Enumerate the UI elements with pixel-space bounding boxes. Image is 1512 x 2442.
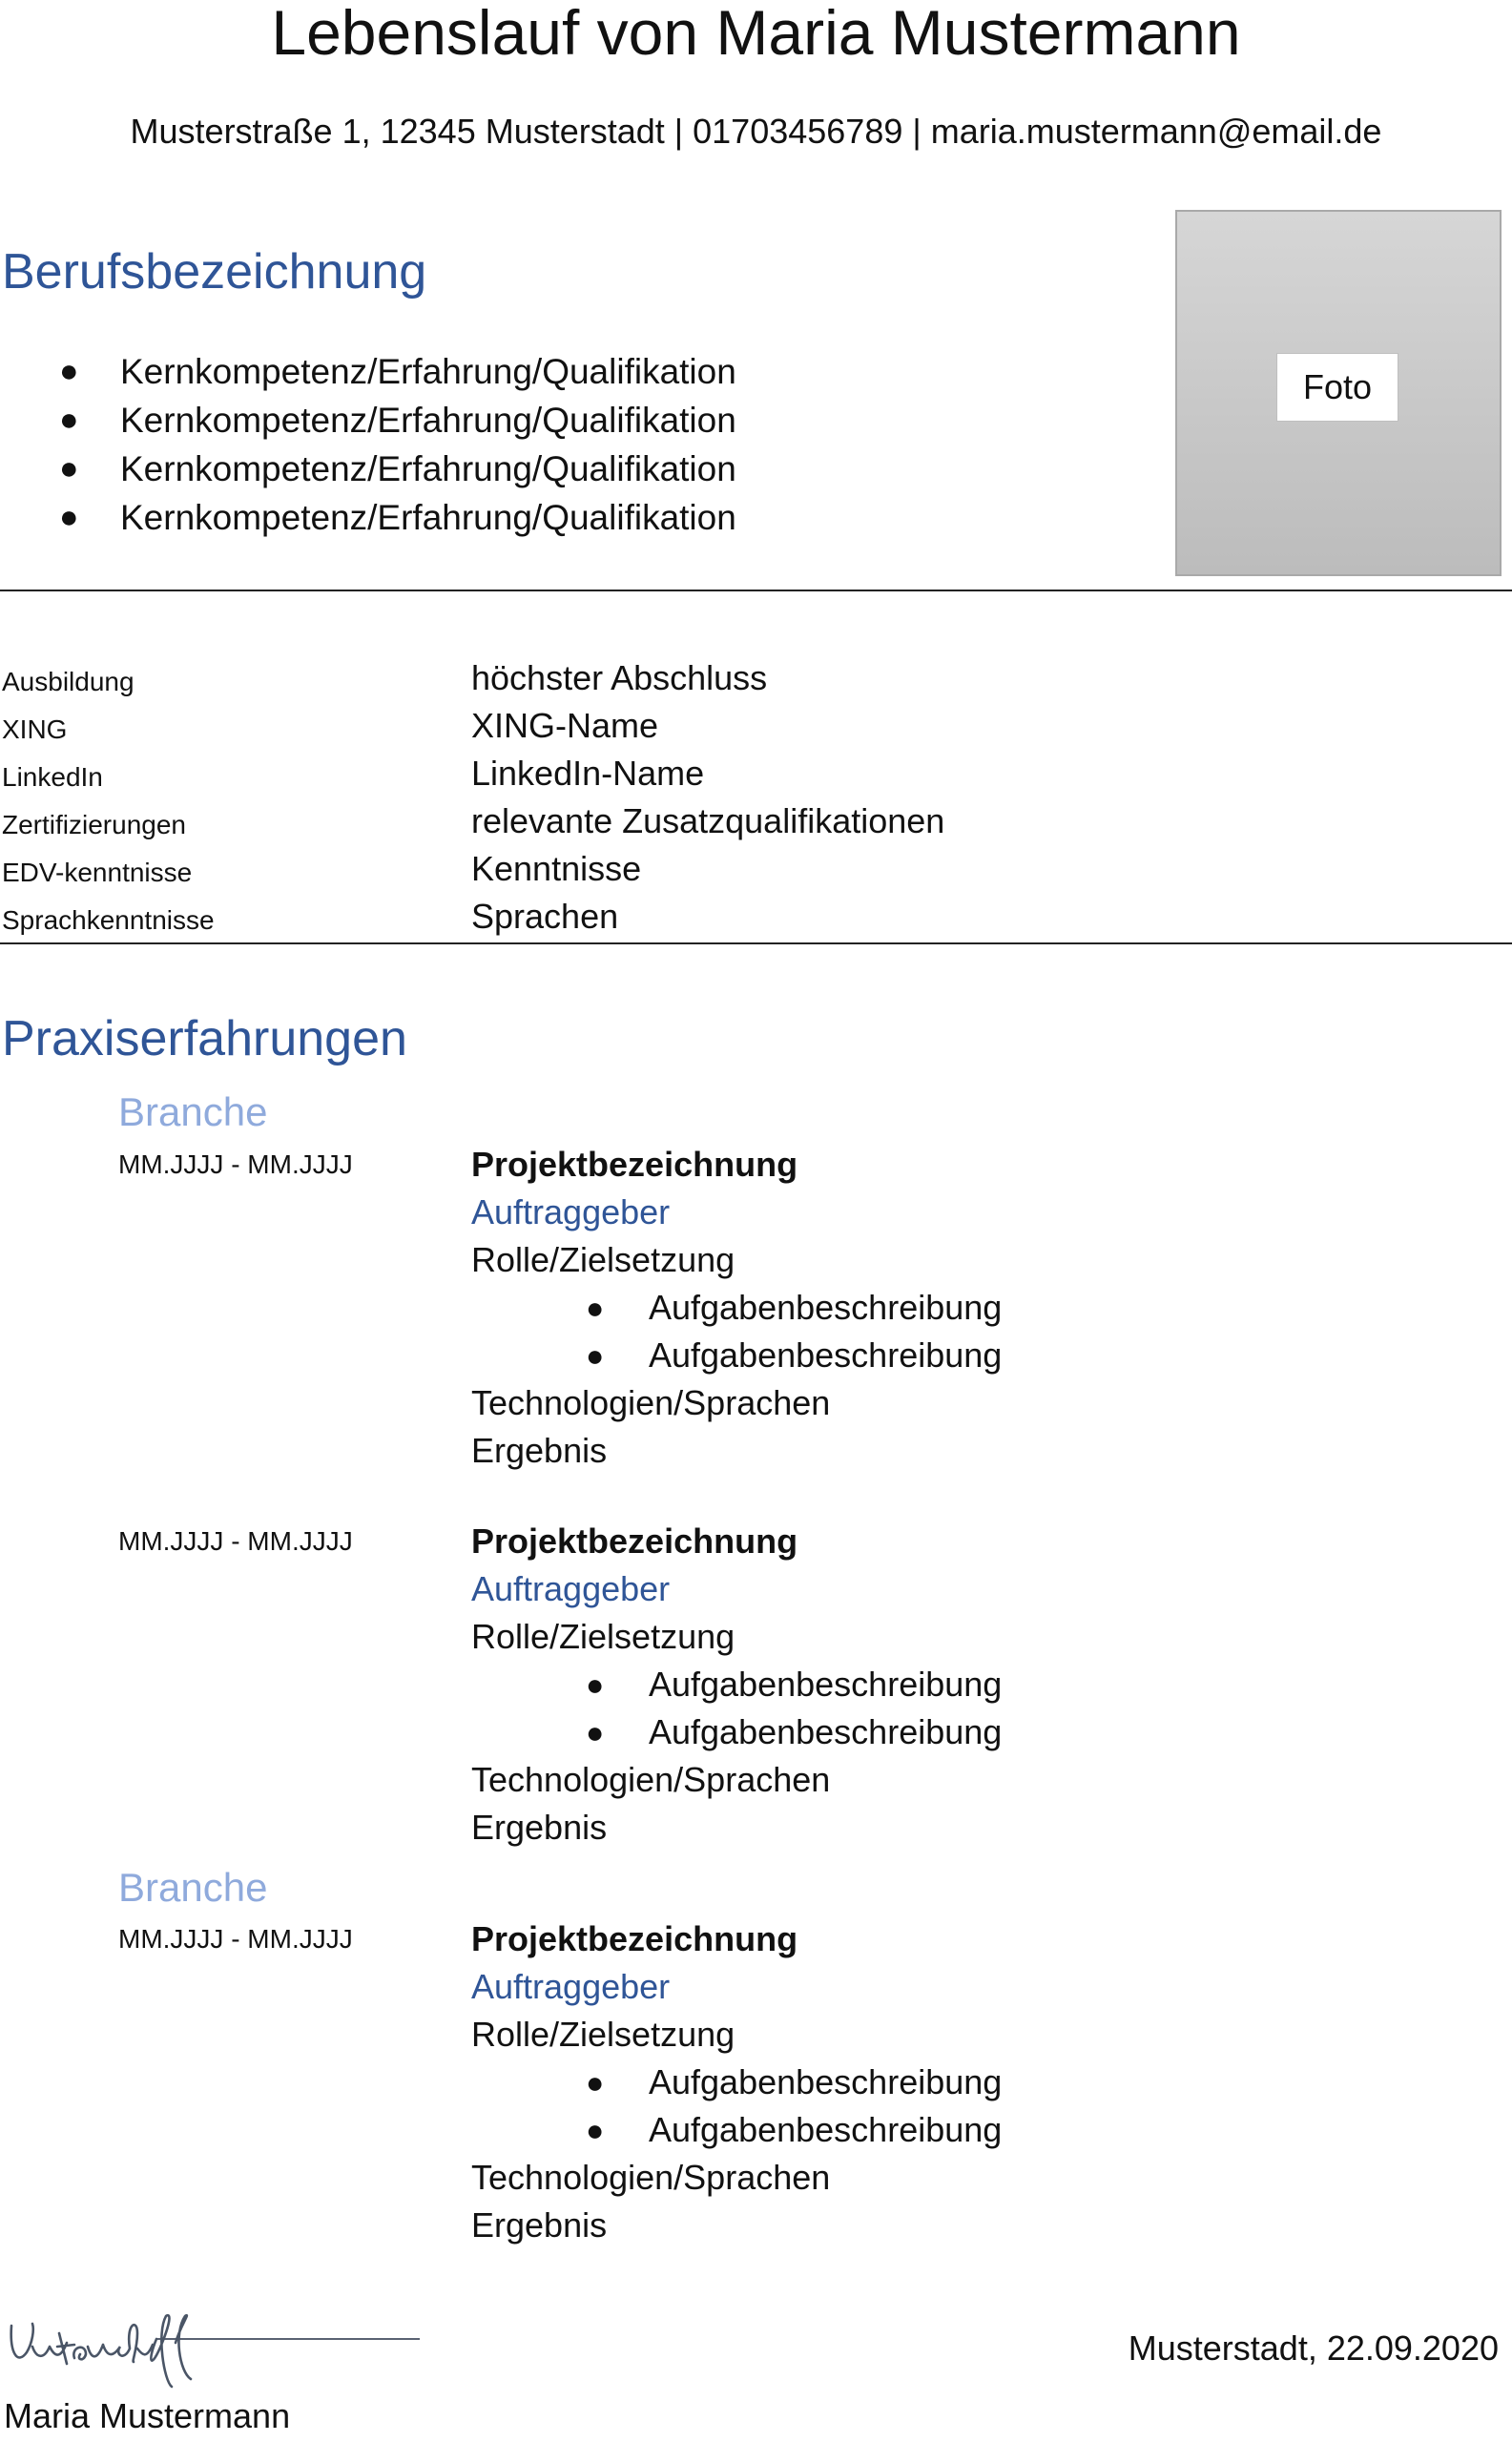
info-value: XING-Name: [471, 706, 659, 745]
bullet-icon: ●: [59, 353, 79, 389]
signature: [4, 2305, 424, 2400]
info-row-ausbildung: [0, 654, 1512, 702]
competence-list: [48, 347, 736, 542]
project-client: Auftraggeber: [471, 1569, 671, 1608]
project-role: Rolle/Zielsetzung: [471, 2015, 735, 2054]
task-text: Aufgabenbeschreibung: [649, 1288, 1003, 1327]
project-role: Rolle/Zielsetzung: [471, 1617, 735, 1656]
branche-label: Branche: [118, 1089, 268, 1134]
task-text: Aufgabenbeschreibung: [649, 1335, 1003, 1375]
project-result: Ergebnis: [471, 1431, 608, 1470]
project-client: Auftraggeber: [471, 1967, 671, 2006]
task-text: Aufgabenbeschreibung: [649, 2110, 1003, 2149]
task-text: Aufgabenbeschreibung: [649, 1712, 1003, 1751]
job-title-heading: Berufsbezeichnung: [2, 244, 427, 300]
bullet-icon: ●: [586, 2113, 605, 2147]
info-value: höchster Abschluss: [471, 658, 768, 697]
project-title: Projektbezeichnung: [471, 1919, 798, 1958]
contact-line: Musterstraße 1, 12345 Musterstadt | 01703456789 | maria.mustermann@email.de: [130, 112, 1382, 151]
bullet-icon: ●: [59, 499, 79, 535]
photo-label: Foto: [1276, 353, 1398, 422]
project-role: Rolle/Zielsetzung: [471, 1240, 735, 1279]
project-entry: [471, 1141, 1003, 1475]
project-entry: [471, 1915, 1003, 2249]
task-item: [471, 2059, 1003, 2106]
task-text: Aufgabenbeschreibung: [649, 2062, 1003, 2101]
info-value: Sprachen: [471, 897, 619, 936]
info-row-xing: [0, 702, 1512, 750]
bullet-icon: ●: [59, 402, 79, 438]
info-label: XING: [2, 714, 68, 744]
divider: [0, 590, 1512, 591]
project-title: Projektbezeichnung: [471, 1145, 798, 1184]
bullet-icon: ●: [59, 450, 79, 486]
signer-name: Maria Mustermann: [4, 2396, 291, 2435]
project-date: MM.JJJJ - MM.JJJJ: [118, 1149, 353, 1179]
competence-item: [48, 493, 736, 542]
task-item: [471, 1284, 1003, 1332]
info-label: EDV-kenntnisse: [2, 858, 193, 887]
project-tech: Technologien/Sprachen: [471, 1760, 831, 1799]
info-row-edv: [0, 845, 1512, 893]
project-result: Ergebnis: [471, 2205, 608, 2245]
signature-drawing: [4, 2305, 424, 2400]
signature-text: [11, 2315, 191, 2387]
competence-text: Kernkompetenz/Erfahrung/Qualifikation: [120, 497, 736, 537]
competence-text: Kernkompetenz/Erfahrung/Qualifikation: [120, 448, 736, 488]
place-date: Musterstadt, 22.09.2020: [1128, 2328, 1499, 2368]
competence-text: Kernkompetenz/Erfahrung/Qualifikation: [120, 351, 736, 391]
competence-text: Kernkompetenz/Erfahrung/Qualifikation: [120, 400, 736, 440]
project-date: MM.JJJJ - MM.JJJJ: [118, 1526, 353, 1556]
bullet-icon: ●: [586, 1338, 605, 1373]
info-label: Ausbildung: [2, 667, 135, 696]
project-result: Ergebnis: [471, 1808, 608, 1847]
bullet-icon: ●: [586, 1291, 605, 1325]
task-item: [471, 1708, 1003, 1756]
project-title: Projektbezeichnung: [471, 1521, 798, 1561]
info-row-zertifizierungen: [0, 797, 1512, 845]
bullet-icon: ●: [586, 2065, 605, 2100]
info-value: LinkedIn-Name: [471, 754, 705, 793]
info-row-linkedin: [0, 750, 1512, 797]
info-label: Sprachkenntnisse: [2, 905, 215, 935]
info-label: LinkedIn: [2, 762, 103, 792]
info-label: Zertifizierungen: [2, 810, 186, 839]
project-entry: [471, 1518, 1003, 1852]
bullet-icon: ●: [586, 1667, 605, 1702]
page-title: Lebenslauf von Maria Mustermann: [271, 0, 1241, 68]
task-item: [471, 1661, 1003, 1708]
info-value: relevante Zusatzqualifikationen: [471, 801, 945, 840]
competence-item: [48, 347, 736, 396]
info-value: Kenntnisse: [471, 849, 642, 888]
branche-label: Branche: [118, 1865, 268, 1910]
bullet-icon: ●: [586, 1715, 605, 1749]
competence-item: [48, 396, 736, 445]
photo-placeholder[interactable]: [1175, 210, 1502, 576]
project-client: Auftraggeber: [471, 1192, 671, 1231]
task-item: [471, 2106, 1003, 2154]
competence-item: [48, 445, 736, 493]
task-text: Aufgabenbeschreibung: [649, 1665, 1003, 1704]
divider: [0, 942, 1512, 944]
info-row-sprachen: [0, 893, 1512, 941]
project-tech: Technologien/Sprachen: [471, 2158, 831, 2197]
project-date: MM.JJJJ - MM.JJJJ: [118, 1924, 353, 1954]
task-item: [471, 1332, 1003, 1379]
project-tech: Technologien/Sprachen: [471, 1383, 831, 1422]
experience-heading: Praxiserfahrungen: [2, 1011, 407, 1066]
